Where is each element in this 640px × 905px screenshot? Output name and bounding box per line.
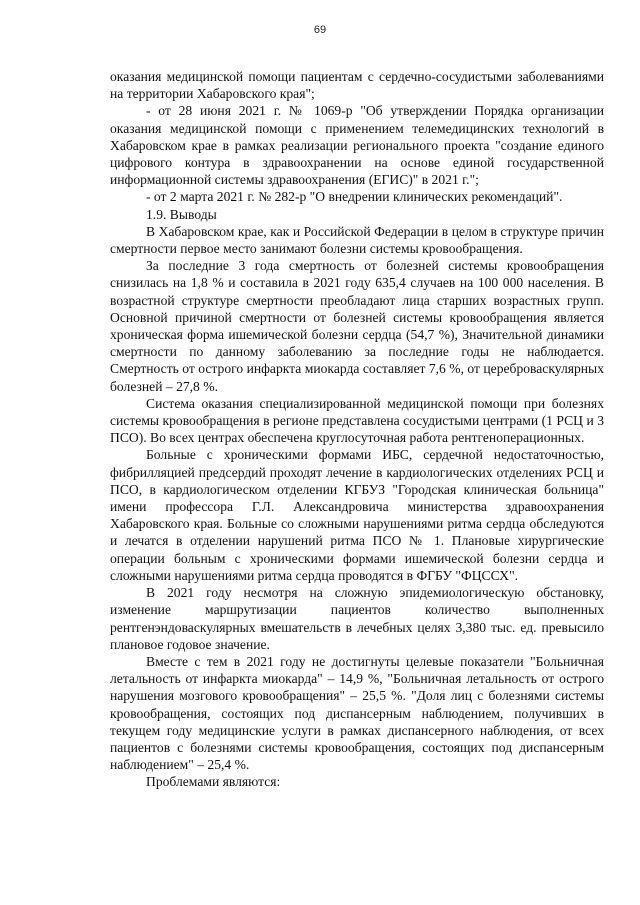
list-item-order-1069: - от 28 июня 2021 г. № 1069-р "Об утверждении Порядка организации оказания медицинской помощи с применением телемедицинских технологий в Хабаровском крае в рамках реализации регионального проекта "создание единого цифрового контура в здравоохранении на основе единой государственной информационной системы здравоохранения (ЕГИС)" в 2021 г."; <box>110 103 604 188</box>
paragraph: В 2021 году несмотря на сложную эпидемиологическую обстановку, изменение маршрутизации пациентов количество выполненных рентгенэндоваскулярных вмешательств в лечебных целях 3,380 тыс. ед. превысило плановое годовое значение. <box>110 585 604 652</box>
paragraph: Проблемами являются: <box>146 774 281 790</box>
paragraph: Система оказания специализированной медицинской помощи при болезнях системы кровообращения в регионе представлена сосудистыми центрами (1 РСЦ и 3 ПСО). Во всех центрах обеспечена круглосуточная работа рентгеноперационных. <box>110 395 604 446</box>
paragraph-continuation: оказания медицинской помощи пациентам с сердечно-сосудистыми заболеваниями на территории Хабаровского края"; <box>110 69 604 102</box>
paragraph: Вместе с тем в 2021 году не достигнуты целевые показатели "Больничная летальность от инфаркта миокарда" – 14,9 %, "Больничная летальность от острого нарушения мозгового кровообращения" – 25,5 %. "Доля лиц с болезнями системы кровообращения, состоящих под диспансерным наблюдением, получивших в текущем году медицинские услуги в рамках диспансерного наблюдения, от всех пациентов с болезнями системы кровообращения, состоящих под диспансерным наблюдением" – 25,4 %. <box>110 653 604 773</box>
section-heading: 1.9. Выводы <box>146 206 217 222</box>
paragraph: В Хабаровском крае, как и Российской Федерации в целом в структуре причин смертности первое место занимают болезни системы кровообращения. <box>110 223 604 257</box>
list-item-order-282: - от 2 марта 2021 г. № 282-р "О внедрении клинических рекомендаций". <box>146 189 563 205</box>
paragraph: Больные с хроническими формами ИБС, сердечной недостаточностью, фибрилляцией предсердий проходят лечение в кардиологических отделениях РСЦ и ПСО, в кардиологическом отделении КГБУЗ "Городская клиническая больница" имени профессора Г.Л. Александровича министерства здравоохранения Хабаровского края. Больные со сложными нарушениями ритма сердца обследуются и лечатся в отделении нарушений ритма ПСО № 1. Плановые хирургические операции больным с хроническими формами ишемической болезни сердца и сложными нарушениями ритма сердца проводятся в ФГБУ "ФЦССХ". <box>110 447 604 583</box>
paragraph: За последние 3 года смертность от болезней системы кровообращения снизилась на 1,8 % и составила в 2021 году 635,4 случаев на 100 000 населения. В возрастной структуре смертности преобладают лица старших возрастных групп. Основной причиной смертности от болезней системы кровообращения является хроническая форма ишемической болезни сердца (54,7 %), Значительной динамики смертности по данному заболеванию за последние годы не наблюдается. Смертность от острого инфаркта миокарда составляет 7,6 %, от цереброваскулярных болезней – 27,8 %. <box>110 258 604 394</box>
document-body <box>110 68 604 791</box>
page-number: 69 <box>313 24 327 36</box>
